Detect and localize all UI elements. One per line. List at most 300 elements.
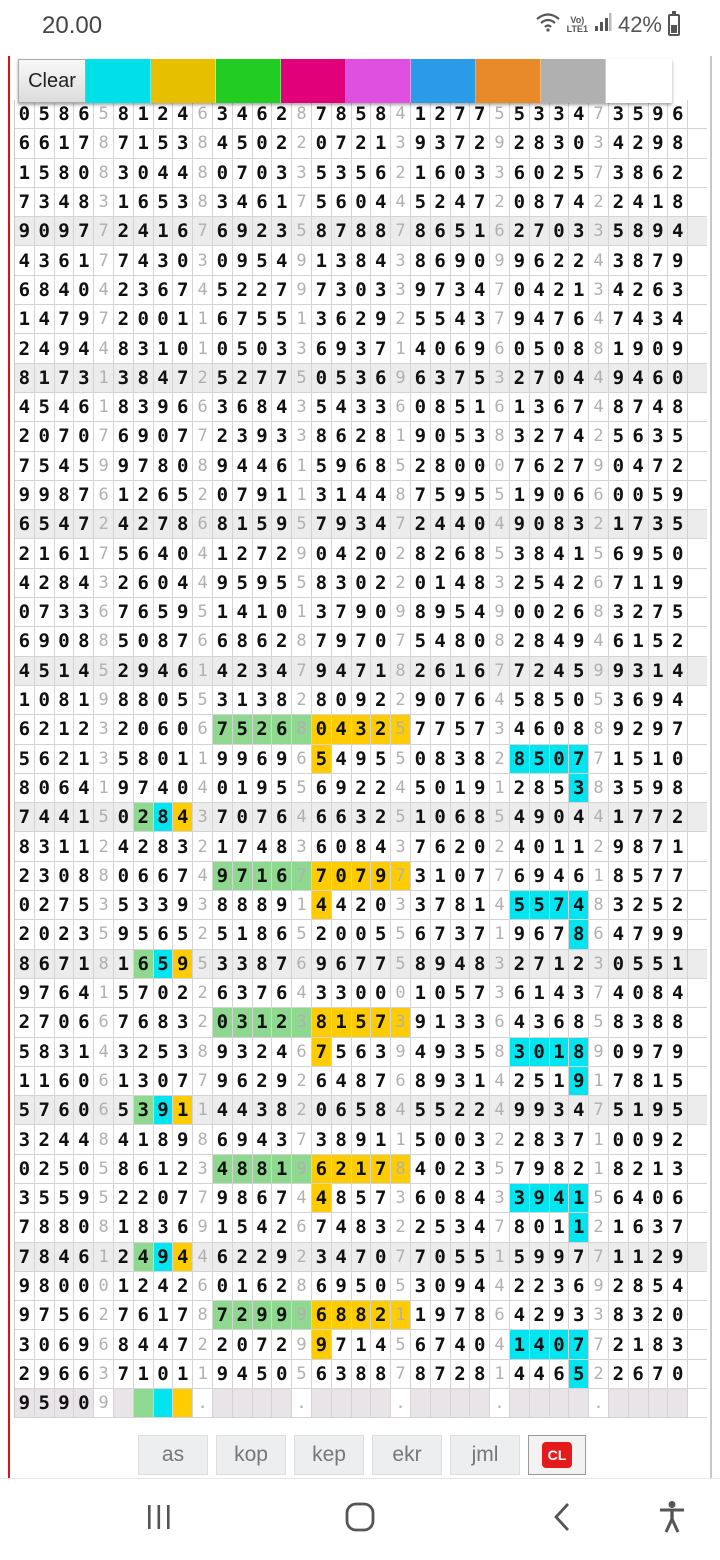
digit-cell[interactable]: 4 xyxy=(371,832,391,860)
separator-cell[interactable]: 7 xyxy=(589,979,609,1007)
digit-cell[interactable]: 2 xyxy=(510,364,530,392)
separator-cell[interactable]: 1 xyxy=(292,305,312,333)
digit-cell[interactable]: 2 xyxy=(233,1243,253,1271)
separator-cell[interactable]: 8 xyxy=(193,1038,213,1066)
separator-cell[interactable]: 0 xyxy=(94,1272,114,1300)
digit-cell[interactable]: 1 xyxy=(470,891,490,919)
digit-cell[interactable]: 2 xyxy=(233,364,253,392)
digit-cell[interactable]: 1 xyxy=(352,1155,372,1183)
digit-cell[interactable]: 0 xyxy=(154,1067,174,1095)
digit-cell[interactable]: 5 xyxy=(629,950,649,978)
digit-cell[interactable]: 0 xyxy=(569,686,589,714)
digit-cell[interactable]: 3 xyxy=(510,1038,530,1066)
digit-cell[interactable]: 7 xyxy=(233,159,253,187)
digit-cell[interactable]: 2 xyxy=(629,276,649,304)
digit-cell[interactable]: 3 xyxy=(213,950,233,978)
digit-cell[interactable]: 3 xyxy=(530,393,550,421)
separator-cell[interactable]: 8 xyxy=(589,598,609,626)
digit-cell[interactable]: 6 xyxy=(213,305,233,333)
separator-cell[interactable]: 6 xyxy=(193,393,213,421)
digit-cell[interactable]: 3 xyxy=(550,1125,570,1153)
digit-cell[interactable]: 5 xyxy=(649,950,669,978)
separator-cell[interactable]: 4 xyxy=(292,1184,312,1212)
digit-cell[interactable]: 9 xyxy=(253,422,273,450)
digit-cell[interactable]: 9 xyxy=(510,920,530,948)
digit-cell[interactable]: 1 xyxy=(530,979,550,1007)
digit-cell[interactable]: 0 xyxy=(431,1155,451,1183)
digit-cell[interactable]: 0 xyxy=(213,1008,233,1036)
digit-cell[interactable]: 9 xyxy=(55,1389,75,1417)
digit-cell[interactable]: 3 xyxy=(352,803,372,831)
digit-cell[interactable]: 7 xyxy=(550,920,570,948)
digit-cell[interactable]: 0 xyxy=(470,452,490,480)
separator-cell[interactable]: 2 xyxy=(94,510,114,538)
separator-cell[interactable]: 8 xyxy=(193,452,213,480)
separator-cell[interactable]: . xyxy=(391,1389,411,1417)
digit-cell[interactable]: 1 xyxy=(173,1360,193,1388)
digit-cell[interactable]: 3 xyxy=(154,891,174,919)
digit-cell[interactable]: 2 xyxy=(233,657,253,685)
digit-cell[interactable]: 8 xyxy=(649,1330,669,1358)
digit-cell[interactable]: 9 xyxy=(668,569,688,597)
separator-cell[interactable]: 2 xyxy=(490,832,510,860)
separator-cell[interactable]: . xyxy=(490,1389,510,1417)
digit-cell[interactable]: 4 xyxy=(332,657,352,685)
digit-cell[interactable]: 2 xyxy=(134,832,154,860)
separator-cell[interactable]: 8 xyxy=(490,1038,510,1066)
digit-cell[interactable]: 4 xyxy=(431,510,451,538)
separator-cell[interactable]: 8 xyxy=(391,657,411,685)
digit-cell[interactable]: 9 xyxy=(550,1301,570,1329)
digit-cell[interactable]: 7 xyxy=(569,745,589,773)
as-button[interactable]: as xyxy=(138,1435,208,1475)
digit-cell[interactable]: 6 xyxy=(272,715,292,743)
digit-cell[interactable]: 3 xyxy=(371,393,391,421)
back-button[interactable] xyxy=(537,1499,587,1539)
digit-cell[interactable]: 8 xyxy=(55,159,75,187)
digit-cell[interactable]: 8 xyxy=(15,950,35,978)
digit-cell[interactable]: 9 xyxy=(629,334,649,362)
color-swatch[interactable] xyxy=(346,59,411,103)
digit-cell[interactable]: 4 xyxy=(35,305,55,333)
digit-cell[interactable]: 4 xyxy=(668,979,688,1007)
digit-cell[interactable]: 0 xyxy=(332,920,352,948)
digit-cell[interactable]: 9 xyxy=(668,481,688,509)
digit-cell[interactable]: 6 xyxy=(74,393,94,421)
digit-cell[interactable]: 7 xyxy=(431,891,451,919)
digit-cell[interactable]: 8 xyxy=(154,832,174,860)
digit-cell[interactable]: 2 xyxy=(114,715,134,743)
digit-cell[interactable]: 5 xyxy=(114,745,134,773)
digit-cell[interactable]: 0 xyxy=(35,217,55,245)
digit-cell[interactable]: 6 xyxy=(154,715,174,743)
digit-cell[interactable]: 5 xyxy=(35,1184,55,1212)
separator-cell[interactable]: 7 xyxy=(589,159,609,187)
digit-cell[interactable]: 0 xyxy=(411,569,431,597)
digit-cell[interactable]: 6 xyxy=(609,539,629,567)
separator-cell[interactable]: 7 xyxy=(94,305,114,333)
digit-cell[interactable]: 7 xyxy=(470,715,490,743)
separator-cell[interactable]: 6 xyxy=(94,1067,114,1095)
digit-cell[interactable] xyxy=(134,1389,154,1417)
digit-cell[interactable]: 7 xyxy=(114,1008,134,1036)
number-grid[interactable] xyxy=(14,100,707,1418)
digit-cell[interactable]: 4 xyxy=(173,159,193,187)
digit-cell[interactable]: 2 xyxy=(352,305,372,333)
digit-cell[interactable]: 3 xyxy=(173,129,193,157)
separator-cell[interactable]: 8 xyxy=(193,1125,213,1153)
separator-cell[interactable]: 7 xyxy=(94,246,114,274)
digit-cell[interactable]: 1 xyxy=(213,1213,233,1241)
digit-cell[interactable]: 7 xyxy=(15,1243,35,1271)
digit-cell[interactable]: 2 xyxy=(233,1301,253,1329)
digit-cell[interactable]: 0 xyxy=(74,1272,94,1300)
separator-cell[interactable]: 3 xyxy=(490,950,510,978)
separator-cell[interactable]: 3 xyxy=(94,188,114,216)
digit-cell[interactable]: 0 xyxy=(668,745,688,773)
separator-cell[interactable]: 8 xyxy=(490,627,510,655)
separator-cell[interactable]: 4 xyxy=(490,1096,510,1124)
separator-cell[interactable]: 2 xyxy=(292,1096,312,1124)
digit-cell[interactable]: 3 xyxy=(74,920,94,948)
digit-cell[interactable]: 0 xyxy=(609,1125,629,1153)
digit-cell[interactable]: 1 xyxy=(173,1096,193,1124)
digit-cell[interactable]: 2 xyxy=(550,598,570,626)
digit-cell[interactable]: 2 xyxy=(629,1155,649,1183)
digit-cell[interactable] xyxy=(470,1389,490,1417)
digit-cell[interactable]: 2 xyxy=(371,715,391,743)
digit-cell[interactable]: 7 xyxy=(352,627,372,655)
digit-cell[interactable]: 5 xyxy=(371,920,391,948)
digit-cell[interactable]: 7 xyxy=(649,862,669,890)
digit-cell[interactable]: 6 xyxy=(134,188,154,216)
digit-cell[interactable]: 5 xyxy=(411,627,431,655)
digit-cell[interactable]: 5 xyxy=(668,510,688,538)
digit-cell[interactable]: 5 xyxy=(470,1038,490,1066)
digit-cell[interactable]: 2 xyxy=(668,1125,688,1153)
digit-cell[interactable]: 0 xyxy=(609,1038,629,1066)
digit-cell[interactable]: 7 xyxy=(649,832,669,860)
digit-cell[interactable]: 8 xyxy=(668,188,688,216)
digit-cell[interactable]: 8 xyxy=(569,1008,589,1036)
digit-cell[interactable]: 5 xyxy=(74,452,94,480)
digit-cell[interactable]: 8 xyxy=(114,100,134,128)
digit-cell[interactable]: 9 xyxy=(272,1243,292,1271)
digit-cell[interactable]: 9 xyxy=(213,745,233,773)
digit-cell[interactable]: 7 xyxy=(134,452,154,480)
digit-cell[interactable]: 9 xyxy=(530,1096,550,1124)
digit-cell[interactable]: 5 xyxy=(114,1096,134,1124)
digit-cell[interactable]: 0 xyxy=(451,159,471,187)
digit-cell[interactable]: 2 xyxy=(134,803,154,831)
digit-cell[interactable]: 9 xyxy=(332,774,352,802)
digit-cell[interactable]: 5 xyxy=(411,1096,431,1124)
digit-cell[interactable]: 5 xyxy=(510,891,530,919)
digit-cell[interactable]: 7 xyxy=(272,950,292,978)
digit-cell[interactable]: 9 xyxy=(114,452,134,480)
digit-cell[interactable]: 0 xyxy=(431,1272,451,1300)
color-swatch[interactable] xyxy=(151,59,216,103)
digit-cell[interactable]: 8 xyxy=(451,627,471,655)
digit-cell[interactable]: 5 xyxy=(35,657,55,685)
digit-cell[interactable]: 0 xyxy=(668,364,688,392)
digit-cell[interactable]: 0 xyxy=(649,1184,669,1212)
digit-cell[interactable]: 0 xyxy=(35,422,55,450)
digit-cell[interactable]: 2 xyxy=(609,1272,629,1300)
digit-cell[interactable]: 5 xyxy=(629,862,649,890)
digit-cell[interactable]: 8 xyxy=(550,1155,570,1183)
digit-cell[interactable]: 6 xyxy=(35,950,55,978)
digit-cell[interactable]: 1 xyxy=(114,188,134,216)
digit-cell[interactable]: 1 xyxy=(15,159,35,187)
digit-cell[interactable]: 5 xyxy=(411,188,431,216)
digit-cell[interactable]: 9 xyxy=(510,305,530,333)
separator-cell[interactable]: 2 xyxy=(589,188,609,216)
digit-cell[interactable]: 7 xyxy=(451,100,471,128)
digit-cell[interactable]: 7 xyxy=(649,598,669,626)
digit-cell[interactable]: 7 xyxy=(352,950,372,978)
color-swatch[interactable] xyxy=(216,59,281,103)
separator-cell[interactable]: 7 xyxy=(193,1067,213,1095)
digit-cell[interactable]: 9 xyxy=(352,598,372,626)
color-swatch[interactable] xyxy=(86,59,151,103)
digit-cell[interactable]: 7 xyxy=(15,452,35,480)
digit-cell[interactable]: 3 xyxy=(312,598,332,626)
digit-cell[interactable]: 6 xyxy=(668,1184,688,1212)
digit-cell[interactable]: 3 xyxy=(629,657,649,685)
digit-cell[interactable]: 6 xyxy=(312,1067,332,1095)
digit-cell[interactable]: 6 xyxy=(352,1038,372,1066)
digit-cell[interactable]: 0 xyxy=(629,979,649,1007)
separator-cell[interactable]: 1 xyxy=(292,891,312,919)
digit-cell[interactable]: 8 xyxy=(114,334,134,362)
digit-cell[interactable]: 6 xyxy=(134,598,154,626)
separator-cell[interactable]: 9 xyxy=(94,686,114,714)
digit-cell[interactable]: 9 xyxy=(530,1155,550,1183)
digit-cell[interactable]: 0 xyxy=(550,745,570,773)
digit-cell[interactable]: 9 xyxy=(629,1038,649,1066)
digit-cell[interactable]: 2 xyxy=(510,569,530,597)
digit-cell[interactable]: 1 xyxy=(114,950,134,978)
digit-cell[interactable]: 0 xyxy=(352,276,372,304)
digit-cell[interactable]: 4 xyxy=(55,1125,75,1153)
separator-cell[interactable]: 5 xyxy=(490,539,510,567)
digit-cell[interactable]: 2 xyxy=(510,950,530,978)
digit-cell[interactable]: 1 xyxy=(609,745,629,773)
digit-cell[interactable]: 6 xyxy=(332,422,352,450)
digit-cell[interactable]: 3 xyxy=(510,422,530,450)
digit-cell[interactable]: 9 xyxy=(332,627,352,655)
digit-cell[interactable]: 0 xyxy=(510,276,530,304)
digit-cell[interactable]: 9 xyxy=(272,1301,292,1329)
digit-cell[interactable]: 8 xyxy=(134,364,154,392)
digit-cell[interactable]: 6 xyxy=(173,1213,193,1241)
digit-cell[interactable]: 9 xyxy=(35,481,55,509)
digit-cell[interactable]: 0 xyxy=(74,1155,94,1183)
digit-cell[interactable]: 6 xyxy=(609,627,629,655)
digit-cell[interactable]: 0 xyxy=(451,452,471,480)
digit-cell[interactable]: 7 xyxy=(332,129,352,157)
separator-cell[interactable]: 6 xyxy=(193,627,213,655)
separator-cell[interactable]: 5 xyxy=(490,100,510,128)
digit-cell[interactable]: 9 xyxy=(213,452,233,480)
digit-cell[interactable]: 8 xyxy=(569,715,589,743)
digit-cell[interactable]: 4 xyxy=(470,276,490,304)
digit-cell[interactable]: 0 xyxy=(609,950,629,978)
digit-cell[interactable]: 2 xyxy=(15,1360,35,1388)
digit-cell[interactable]: 6 xyxy=(272,452,292,480)
digit-cell[interactable]: 7 xyxy=(451,1301,471,1329)
digit-cell[interactable]: 3 xyxy=(173,1008,193,1036)
separator-cell[interactable]: 7 xyxy=(490,657,510,685)
separator-cell[interactable]: 9 xyxy=(292,1301,312,1329)
digit-cell[interactable]: 5 xyxy=(173,920,193,948)
separator-cell[interactable]: 5 xyxy=(94,1184,114,1212)
digit-cell[interactable] xyxy=(451,1389,471,1417)
digit-cell[interactable]: 3 xyxy=(550,1096,570,1124)
separator-cell[interactable]: 4 xyxy=(94,334,114,362)
separator-cell[interactable]: 8 xyxy=(589,774,609,802)
digit-cell[interactable]: 4 xyxy=(668,657,688,685)
digit-cell[interactable]: 0 xyxy=(114,862,134,890)
digit-cell[interactable]: 6 xyxy=(431,246,451,274)
digit-cell[interactable]: 2 xyxy=(15,920,35,948)
digit-cell[interactable]: 1 xyxy=(213,598,233,626)
digit-cell[interactable]: 6 xyxy=(629,422,649,450)
separator-cell[interactable]: 3 xyxy=(292,1008,312,1036)
digit-cell[interactable]: 6 xyxy=(55,774,75,802)
digit-cell[interactable]: 3 xyxy=(173,832,193,860)
digit-cell[interactable]: 5 xyxy=(233,715,253,743)
digit-cell[interactable]: 1 xyxy=(431,1008,451,1036)
separator-cell[interactable]: 7 xyxy=(193,217,213,245)
separator-cell[interactable]: 3 xyxy=(589,950,609,978)
digit-cell[interactable]: 6 xyxy=(233,393,253,421)
digit-cell[interactable]: 0 xyxy=(470,510,490,538)
separator-cell[interactable]: 3 xyxy=(94,569,114,597)
digit-cell[interactable]: 4 xyxy=(629,364,649,392)
digit-cell[interactable]: 6 xyxy=(470,657,490,685)
digit-cell[interactable]: 5 xyxy=(55,1184,75,1212)
digit-cell[interactable]: 5 xyxy=(550,774,570,802)
separator-cell[interactable]: 1 xyxy=(94,393,114,421)
separator-cell[interactable]: 6 xyxy=(589,920,609,948)
separator-cell[interactable]: 9 xyxy=(490,129,510,157)
digit-cell[interactable]: 5 xyxy=(649,627,669,655)
digit-cell[interactable]: 8 xyxy=(470,1360,490,1388)
digit-cell[interactable]: 7 xyxy=(411,832,431,860)
digit-cell[interactable]: 7 xyxy=(510,452,530,480)
separator-cell[interactable]: 2 xyxy=(193,832,213,860)
digit-cell[interactable]: 8 xyxy=(411,217,431,245)
digit-cell[interactable]: 2 xyxy=(431,188,451,216)
digit-cell[interactable]: 3 xyxy=(35,862,55,890)
digit-cell[interactable]: 9 xyxy=(411,686,431,714)
digit-cell[interactable]: 7 xyxy=(233,832,253,860)
digit-cell[interactable]: 4 xyxy=(332,539,352,567)
separator-cell[interactable]: 1 xyxy=(193,1096,213,1124)
digit-cell[interactable]: 8 xyxy=(114,1155,134,1183)
digit-cell[interactable]: 1 xyxy=(74,803,94,831)
separator-cell[interactable]: 2 xyxy=(589,1360,609,1388)
separator-cell[interactable]: 6 xyxy=(490,1301,510,1329)
digit-cell[interactable]: 2 xyxy=(530,1272,550,1300)
digit-cell[interactable]: 4 xyxy=(510,1008,530,1036)
digit-cell[interactable]: 4 xyxy=(470,1213,490,1241)
digit-cell[interactable]: 3 xyxy=(352,715,372,743)
digit-cell[interactable]: 1 xyxy=(173,745,193,773)
digit-cell[interactable]: 7 xyxy=(35,1301,55,1329)
digit-cell[interactable]: 8 xyxy=(451,891,471,919)
digit-cell[interactable]: 4 xyxy=(74,569,94,597)
digit-cell[interactable]: 3 xyxy=(352,334,372,362)
digit-cell[interactable]: 2 xyxy=(272,129,292,157)
digit-cell[interactable]: 0 xyxy=(431,774,451,802)
digit-cell[interactable]: 0 xyxy=(272,598,292,626)
digit-cell[interactable]: 7 xyxy=(55,305,75,333)
separator-cell[interactable]: 8 xyxy=(292,1272,312,1300)
digit-cell[interactable]: 7 xyxy=(253,539,273,567)
digit-cell[interactable]: 5 xyxy=(431,305,451,333)
digit-cell[interactable]: 4 xyxy=(272,393,292,421)
digit-cell[interactable]: 6 xyxy=(154,276,174,304)
digit-cell[interactable]: 0 xyxy=(253,334,273,362)
digit-cell[interactable]: 8 xyxy=(352,1067,372,1095)
digit-cell[interactable]: 6 xyxy=(55,539,75,567)
digit-cell[interactable]: 4 xyxy=(312,891,332,919)
digit-cell[interactable]: 2 xyxy=(411,510,431,538)
digit-cell[interactable]: 0 xyxy=(352,188,372,216)
separator-cell[interactable]: 1 xyxy=(193,1360,213,1388)
separator-cell[interactable]: 1 xyxy=(391,1125,411,1153)
digit-cell[interactable]: 3 xyxy=(213,686,233,714)
separator-cell[interactable]: 7 xyxy=(490,305,510,333)
digit-cell[interactable]: 4 xyxy=(629,305,649,333)
digit-cell[interactable]: 2 xyxy=(134,481,154,509)
digit-cell[interactable]: 0 xyxy=(312,129,332,157)
digit-cell[interactable]: 2 xyxy=(649,1301,669,1329)
digit-cell[interactable]: 7 xyxy=(649,246,669,274)
digit-cell[interactable]: 1 xyxy=(371,1125,391,1153)
separator-cell[interactable]: 2 xyxy=(589,422,609,450)
digit-cell[interactable]: 3 xyxy=(233,979,253,1007)
digit-cell[interactable]: 1 xyxy=(550,1213,570,1241)
digit-cell[interactable]: 8 xyxy=(114,1330,134,1358)
digit-cell[interactable]: 6 xyxy=(411,364,431,392)
digit-cell[interactable]: 4 xyxy=(649,393,669,421)
separator-cell[interactable]: 4 xyxy=(589,364,609,392)
separator-cell[interactable]: 3 xyxy=(589,217,609,245)
digit-cell[interactable]: 7 xyxy=(233,862,253,890)
digit-cell[interactable]: 8 xyxy=(253,950,273,978)
digit-cell[interactable] xyxy=(114,1389,134,1417)
digit-cell[interactable]: 6 xyxy=(15,276,35,304)
digit-cell[interactable]: 9 xyxy=(470,774,490,802)
digit-cell[interactable]: 1 xyxy=(312,246,332,274)
digit-cell[interactable]: 1 xyxy=(114,481,134,509)
separator-cell[interactable]: 3 xyxy=(94,715,114,743)
digit-cell[interactable]: 3 xyxy=(609,774,629,802)
digit-cell[interactable]: 3 xyxy=(173,188,193,216)
digit-cell[interactable]: 3 xyxy=(332,246,352,274)
digit-cell[interactable]: 5 xyxy=(352,100,372,128)
digit-cell[interactable]: 3 xyxy=(312,481,332,509)
digit-cell[interactable]: 8 xyxy=(312,217,332,245)
separator-cell[interactable]: 4 xyxy=(589,393,609,421)
digit-cell[interactable]: 8 xyxy=(154,452,174,480)
digit-cell[interactable]: 5 xyxy=(35,159,55,187)
separator-cell[interactable]: 7 xyxy=(292,862,312,890)
